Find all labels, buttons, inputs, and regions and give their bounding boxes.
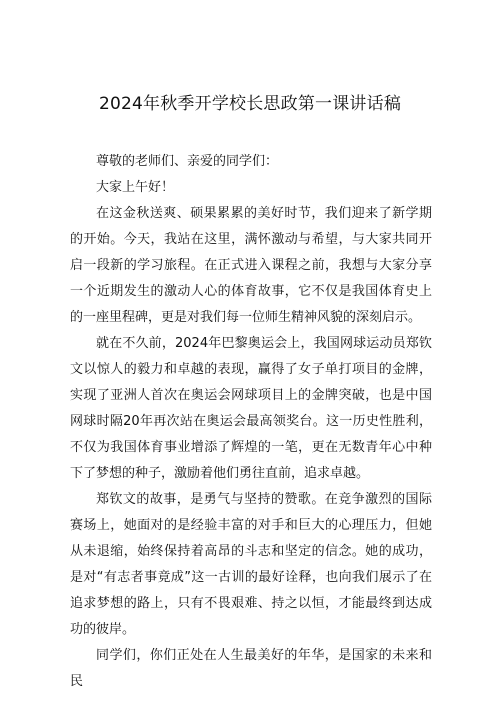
paragraph-1: 在这金秋送爽、硕果累累的美好时节，我们迎来了新学期的开始。今天，我站在这里，满怀激动与希望，与大家共同开启一段新的学习旅程。在正式进入课程之前，我想与大家分享一个近期发生的激动人心的体育故事，它不仅是我国体育史上的一座里程碑，更是对我们每一位师生精神风貌的深刻启示。 — [70, 206, 432, 325]
page-title: 2024年秋季开学校长思政第一课讲话稿 — [98, 94, 402, 114]
greeting: 大家上午好！ — [96, 180, 175, 195]
paragraph-3: 郑钦文的故事，是勇气与坚持的赞歌。在竞争激烈的国际赛场上，她面对的是经验丰富的对手和巨大的心理压力，但她从未退缩，始终保持着高昂的斗志和坚定的信念。她的成功，是对“有志者事竟成”这一古训的最好诠释，也向我们展示了在追求梦想的路上，只有不畏艰难、持之以恒，才能最终到达成功的彼岸。 — [70, 492, 432, 637]
salutation: 尊敬的老师们、亲爱的同学们： — [96, 154, 279, 169]
document-body — [70, 149, 432, 695]
paragraph-4: 同学们，你们正处在人生最美好的年华，是国家的未来和民 — [70, 648, 432, 689]
paragraph-2: 就在不久前，2024年巴黎奥运会上，我国网球运动员郑钦文以惊人的毅力和卓越的表现，赢得了女子单打项目的金牌，实现了亚洲人首次在奥运会网球项目上的金牌突破，也是中国网球时隔20年再次站在奥运会最高领奖台。这一历史性胜利，不仅为我国体育事业增添了辉煌的一笔，更在无数青年心中种下了梦想的种子，激励着他们勇往直前，追求卓越。 — [70, 336, 432, 481]
